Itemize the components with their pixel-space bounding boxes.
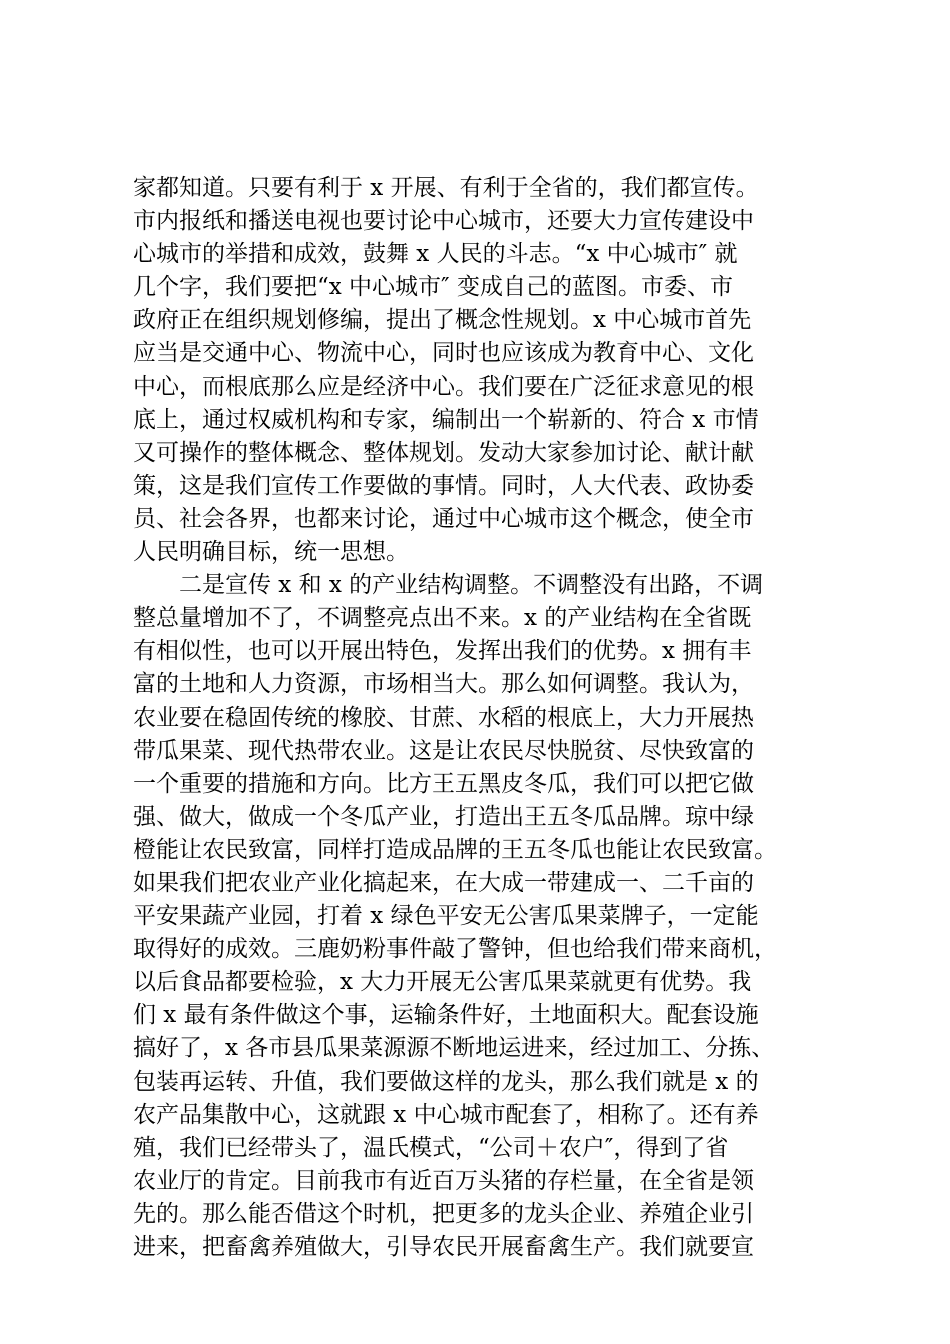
text-line: 一个重要的措施和方向。比方王五黑皮冬瓜，我们可以把它做 [133,770,754,797]
body-text [133,172,833,1264]
text-line: 又可操作的整体概念、整体规划。发动大家参加讨论、献计献 [133,439,754,466]
text-line: 富的土地和人力资源，市场相当大。那么如何调整。我认为， [133,671,754,698]
text-line: 们 x 最有条件做这个事，运输条件好，土地面积大。配套设施 [133,1002,759,1029]
text-line: 农业要在稳固传统的橡胶、甘蔗、水稻的根底上，大力开展热 [133,704,754,731]
text-line: 强、做大，做成一个冬瓜产业，打造出王五冬瓜品牌。琼中绿 [133,803,754,830]
text-line: 搞好了，x 各市县瓜果菜源源不断地运进来，经过加工、分拣、 [133,1035,775,1062]
text-line: 以后食品都要检验，x 大力开展无公害瓜果菜就更有优势。我 [133,969,752,996]
text-line: 包装再运转、升值，我们要做这样的龙头，那么我们就是 x 的 [133,1068,759,1095]
text-line: 中心，而根底那么应是经济中心。我们要在广泛征求意见的根 [133,373,754,400]
text-line: 农产品集散中心，这就跟 x 中心城市配套了，相称了。还有养 [133,1101,759,1128]
text-line: 如果我们把农业产业化搞起来，在大成一带建成一、二千亩的 [133,869,754,896]
text-line: 先的。那么能否借这个时机，把更多的龙头企业、养殖企业引 [133,1200,754,1227]
text-line: 市内报纸和播送电视也要讨论中心城市，还要大力宣传建设中 [133,208,754,235]
text-line: 应当是交通中心、物流中心，同时也应该成为教育中心、文化 [133,340,754,367]
text-line: 橙能让农民致富，同样打造成品牌的王五冬瓜也能让农民致富。 [133,836,777,863]
text-line: 几个字，我们要把“x 中心城市″ 变成自己的蓝图。市委、市 [133,274,733,301]
text-line: 平安果蔬产业园，打着 x 绿色平安无公害瓜果菜牌子，一定能 [133,903,759,930]
text-line: 进来，把畜禽养殖做大，引导农民开展畜禽生产。我们就要宣 [133,1234,754,1260]
text-line: 带瓜果菜、现代热带农业。这是让农民尽快脱贫、尽快致富的 [133,737,754,764]
text-line: 整总量增加不了，不调整亮点出不来。x 的产业结构在全省既 [133,605,752,632]
text-line: 殖，我们已经带头了，温氏模式，“公司＋农户″，得到了省 [133,1134,729,1161]
text-line: 取得好的成效。三鹿奶粉事件敲了警钟，但也给我们带来商机， [133,936,777,963]
text-line: 人民明确目标，统一思想。 [133,539,409,566]
text-line: 有相似性，也可以开展出特色，发挥出我们的优势。x 拥有丰 [133,638,752,665]
text-line: 底上，通过权威机构和专家，编制出一个崭新的、符合 x 市情 [133,406,759,433]
text-line: 家都知道。只要有利于 x 开展、有利于全省的，我们都宣传。 [133,175,759,201]
text-line: 员、社会各界，也都来讨论，通过中心城市这个概念，使全市 [133,505,754,532]
text-line: 策，这是我们宣传工作要做的事情。同时，人大代表、政协委 [133,472,754,499]
text-line: 二是宣传 x 和 x 的产业结构调整。不调整没有出路，不调 [133,572,764,599]
text-line: 心城市的举措和成效，鼓舞 x 人民的斗志。“x 中心城市″ 就 [133,241,738,268]
text-line: 政府正在组织规划修编，提出了概念性规划。x 中心城市首先 [133,307,752,334]
text-line: 农业厅的肯定。目前我市有近百万头猪的存栏量，在全省是领 [133,1167,754,1194]
